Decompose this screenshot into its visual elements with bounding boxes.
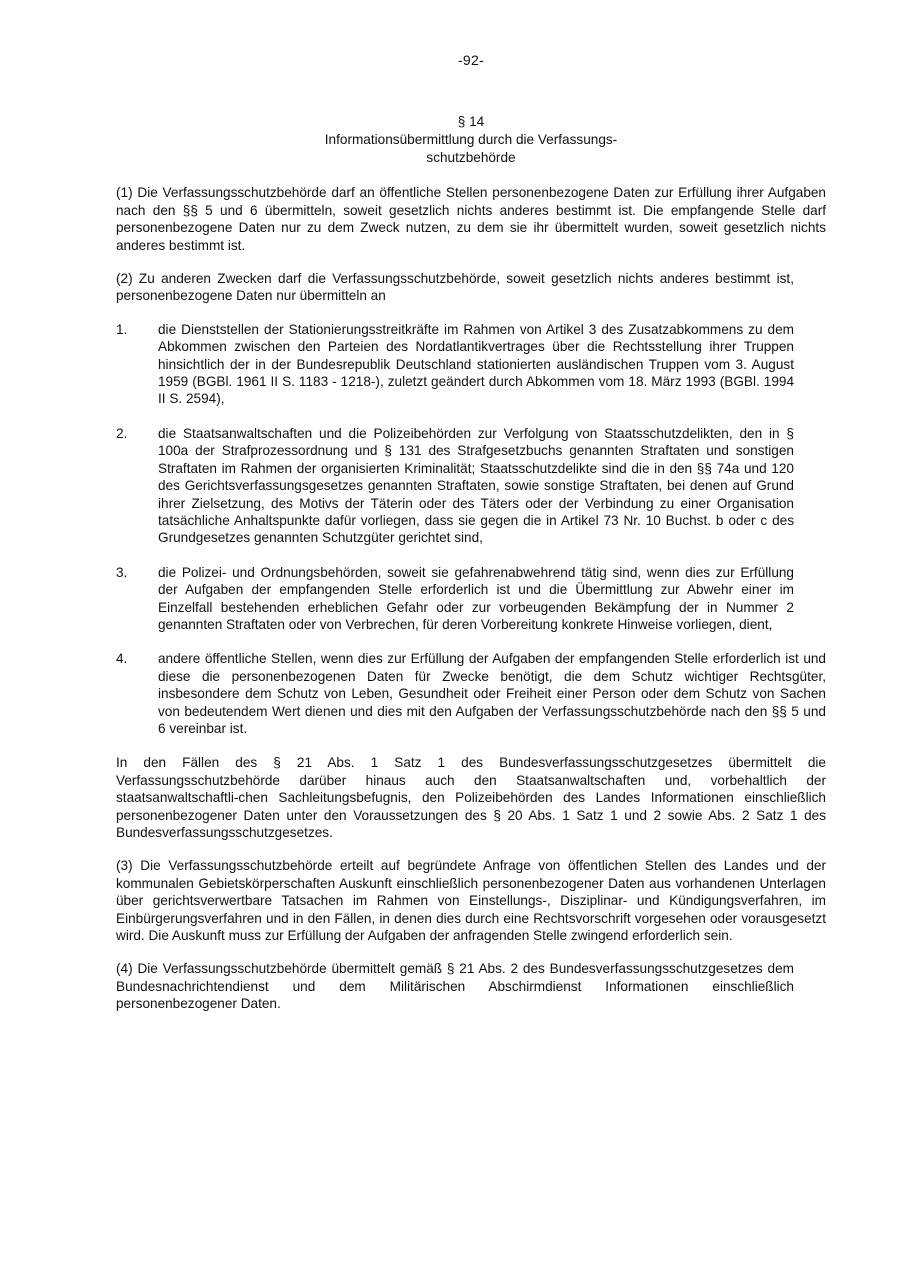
document-page	[116, 52, 826, 1029]
section-heading	[116, 113, 826, 167]
list-item-number: 1.	[116, 321, 128, 337]
list-item-number: 4.	[116, 651, 128, 667]
section-number: § 14	[457, 114, 485, 130]
list-item-text: die Staatsanwaltschaften und die Polizeibehörden zur Verfolgung von Staatsschutzdelikten, den in § 100a der Strafprozessordnung und § 131 des Strafgesetzbuchs genannten Straftaten und sonstigen Straftaten im Rahmen der organisierten Kriminalität; Staatsschutzdelikte sind die in den §§ 74a und 120 des Gerichtsverfassungsgesetzes genannten Straftaten, sowie sonstige Straftaten, bei denen auf Grund ihrer Zielsetzung, des Motivs der Täterin oder des Täters oder der Verbindung zu einer Organisation tatsächliche Anhaltspunkte dafür vorliegen, dass sie gegen die in Artikel 73 Nr. 10 Buchst. b oder c des Grundgesetzes genannten Schutzgüter gerichtet sind,	[158, 425, 794, 546]
paragraph-2: (2) Zu anderen Zwecken darf die Verfassungsschutzbehörde, soweit gesetzlich nichts anderes bestimmt ist, personenbezogene Daten nur übermitteln an	[116, 271, 794, 304]
list-item-text: die Polizei- und Ordnungsbehörden, soweit sie gefahrenabwehrend tätig sind, wenn dies zur Erfüllung der Aufgaben der empfangenden Stelle erforderlich ist und die Übermittlung zur Abwehr einer im Einzelfall bestehenden erheblichen Gefahr oder zur vorbeugenden Bekämpfung der in Nummer 2 genannten Straftaten oder von Verbrechen, für deren Vorbereitung konkrete Hinweise vorliegen, dient,	[158, 564, 794, 632]
list-item	[116, 564, 826, 634]
paragraph-4: (4) Die Verfassungsschutzbehörde übermittelt gemäß § 21 Abs. 2 des Bundesverfassungsschutzgesetzes dem Bundesnachrichtendienst und dem Militärischen Abschirmdienst Informationen einschließlich personenbezogener Daten.	[116, 961, 794, 1012]
paragraph-1: (1) Die Verfassungsschutzbehörde darf an öffentliche Stellen personenbezogene Daten zur Erfüllung ihrer Aufgaben nach den §§ 5 und 6 übermitteln, soweit gesetzlich nichts anderes bestimmt ist. Die empfangende Stelle darf personenbezogene Daten nur zu dem Zweck nutzen, zu dem sie ihr übermittelt wurden, soweit gesetzlich nichts anderes bestimmt ist.	[116, 185, 826, 253]
list-item-number: 3.	[116, 564, 128, 580]
list-item-text: die Dienststellen der Stationierungsstreitkräfte im Rahmen von Artikel 3 des Zusatzabkommens zu dem Abkommen zwischen den Parteien des Nordatlantikvertrages über die Rechtsstellung ihrer Truppen hinsichtlich der in der Bundesrepublik Deutschland stationierten ausländischen Truppen vom 3. August 1959 (BGBl. 1961 II S. 1183 - 1218-), zuletzt geändert durch Abkommen vom 18. März 1993 (BGBl. 1994 II S. 2594),	[158, 321, 794, 407]
list-item	[116, 650, 826, 737]
list-item	[116, 321, 826, 408]
paragraph-after-list: In den Fällen des § 21 Abs. 1 Satz 1 des Bundesverfassungsschutzgesetzes übermittelt die Verfassungsschutzbehörde darüber hinaus auch den Staatsanwaltschaften und, vorbehaltlich der staatsanwaltschaftli-chen Sachleitungsbefugnis, den Polizeibehörden des Landes Informationen einschließlich personenbezogener Daten unter den Voraussetzungen des § 20 Abs. 1 Satz 1 und 2 sowie Abs. 2 Satz 1 des Bundesverfassungsschutzgesetzes.	[116, 755, 826, 840]
list-item-number: 2.	[116, 425, 128, 441]
section-title-line-2: schutzbehörde	[426, 150, 516, 166]
list-item	[116, 425, 826, 547]
recipient-list	[116, 321, 826, 738]
paragraph-3: (3) Die Verfassungsschutzbehörde erteilt auf begründete Anfrage von öffentlichen Stellen des Landes und der kommunalen Gebietskörperschaften Auskunft einschließlich personenbezogener Daten aus vorhandenen Unterlagen über gerichtsverwertbare Tatsachen im Rahmen von Einstellungs-, Disziplinar- und Kündigungsverfahren, im Einbürgerungsverfahren und in den Fällen, in denen dies durch eine Rechtsvorschrift vorgesehen oder vorausgesetzt wird. Die Auskunft muss zur Erfüllung der Aufgaben der anfragenden Stelle zwingend erforderlich sein.	[116, 858, 826, 944]
section-title-line-1: Informationsübermittlung durch die Verfassungs-	[324, 132, 618, 148]
list-item-text: andere öffentliche Stellen, wenn dies zur Erfüllung der Aufgaben der empfangenden Stelle erforderlich ist und diese die personenbezogenen Daten für Zwecke benötigt, die dem Schutz wichtiger Rechtsgüter, insbesondere dem Schutz von Leben, Gesundheit oder Freiheit einer Person oder dem Schutz von Sachen von bedeutendem Wert dienen und dies mit den Aufgaben der Verfassungsschutzbehörde nach den §§ 5 und 6 vereinbar ist.	[158, 651, 826, 736]
page-number: -92-	[457, 52, 485, 68]
